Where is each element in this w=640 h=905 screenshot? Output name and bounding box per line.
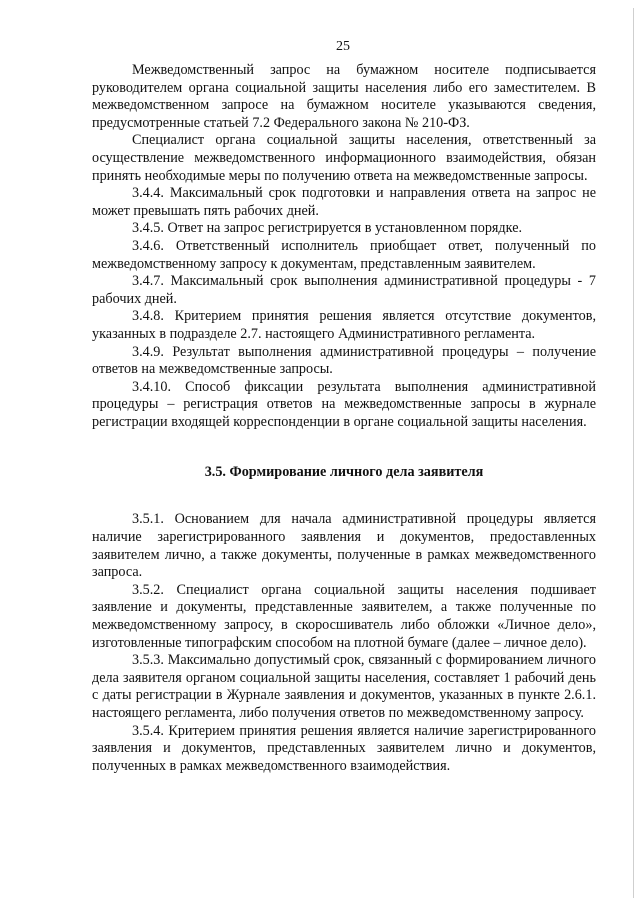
paragraph-3-4-6: 3.4.6. Ответственный исполнитель приобщает ответ, полученный по межведомственному запросу к документам, представленным заявителем. [92,237,596,272]
paragraph-3-5-4: 3.5.4. Критерием принятия решения является наличие зарегистрированного заявления и документов, представленных заявителем лично и документов, полученных в рамках межведомственного взаимодействия. [92,722,596,774]
paragraph-3-4-9: 3.4.9. Результат выполнения административной процедуры – получение ответов на межведомственные запросы. [92,343,596,378]
paragraph-3-5-2: 3.5.2. Специалист органа социальной защиты населения подшивает заявление и документы, представленные заявителем, а также полученные по межведомственному запросу, в скоросшиватель либо обложки «Личное дело», изготовленные типографским способом на плотной бумаге (далее – личное дело). [92,581,596,651]
paragraph-specialist-duty: Специалист органа социальной защиты населения, ответственный за осуществление межведомственного информационного взаимодействия, обязан принять необходимые меры по получению ответа на межведомственные запросы. [92,132,596,184]
paragraph-3-4-7: 3.4.7. Максимальный срок выполнения административной процедуры - 7 рабочих дней. [92,273,596,307]
paragraph-3-4-5: 3.4.5. Ответ на запрос регистрируется в установленном порядке. [132,220,523,237]
paragraph-3-4-8: 3.4.8. Критерием принятия решения является отсутствие документов, указанных в подразделе 2.7. настоящего Административного регламента. [92,308,596,342]
paragraph-3-5-3: 3.5.3. Максимально допустимый срок, связанный с формированием личного дела заявителя органом социальной защиты населения, составляет 1 рабочий день с даты регистрации в Журнале заявления и документов, указанных в пункте 2.6.1. настоящего регламента, либо получения ответов по межведомственному запросу. [92,652,596,721]
section-heading-3-5: 3.5. Формирование личного дела заявителя [204,464,484,481]
paragraph-3-4-10: 3.4.10. Способ фиксации результата выполнения административной процедуры – регистрация ответов на межведомственные запросы в журнале регистрации входящей корреспонденции в органе социальной защиты населения. [92,378,596,430]
scan-edge-line [633,8,634,898]
document-body [92,62,596,775]
paragraph-3-5-1: 3.5.1. Основанием для начала административной процедуры является наличие зарегистрированного заявления и документов, предоставленных заявителем лично, а также документы, полученные в рамках межведомственного запроса. [92,511,596,581]
page-number: 25 [336,39,350,54]
paragraph-interagency-request-signature: Межведомственный запрос на бумажном носителе подписывается руководителем органа социальной защиты населения либо его заместителем. В межведомственном запросе на бумажном носителе указываются сведения, предусмотренные статьей 7.2 Федерального закона № 210-ФЗ. [92,62,596,131]
paragraph-3-4-4: 3.4.4. Максимальный срок подготовки и направления ответа на запрос не может превышать пять рабочих дней. [92,185,596,219]
